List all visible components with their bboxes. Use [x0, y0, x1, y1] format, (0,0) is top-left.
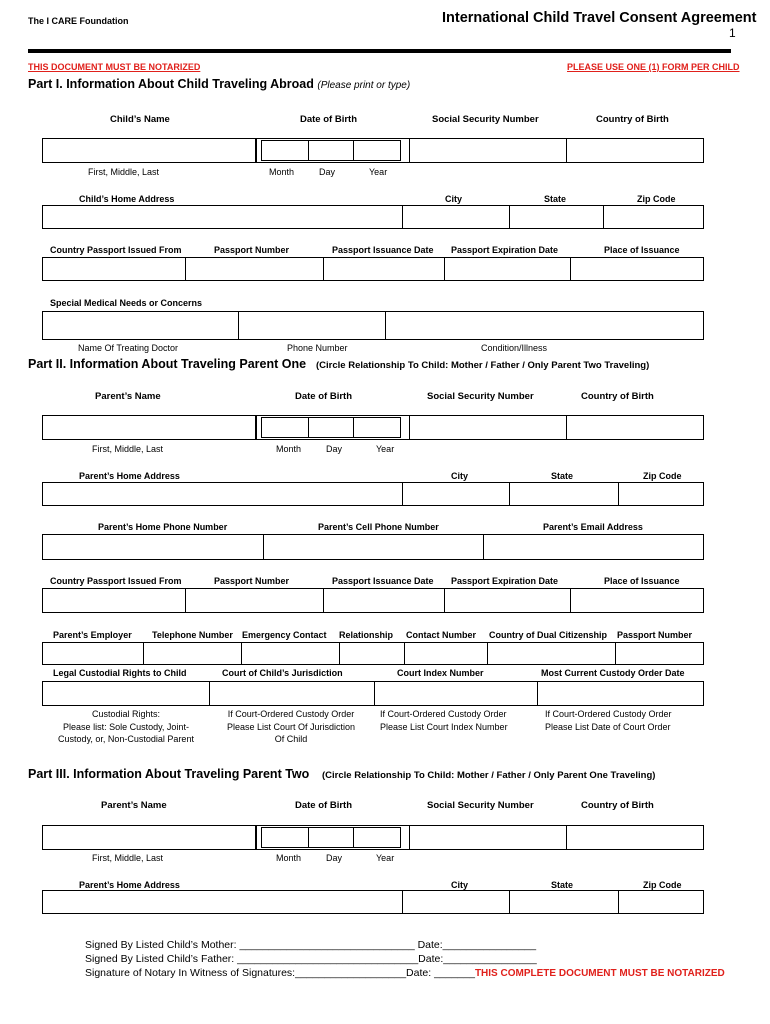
notary-signature-text[interactable]: Signature of Notary In Witness of Signatures:___________________Date: _______ [85, 967, 475, 979]
child-passport-number-label: Passport Number [214, 245, 290, 255]
parent1-dob-label: Date of Birth [295, 391, 352, 402]
parent1-place-issue-field[interactable] [570, 588, 704, 613]
part3-note: (Circle Relationship To Child: Mother / Father / Only Parent One Traveling) [322, 770, 656, 781]
phone-sub: Phone Number [287, 343, 348, 353]
child-passport-exp-field[interactable] [444, 257, 571, 281]
parent1-email-field[interactable] [483, 534, 704, 560]
court-jurisdiction-field[interactable] [209, 681, 375, 706]
court-note-line1: If Court-Ordered Custody Order [227, 709, 355, 719]
custodial-field[interactable] [42, 681, 210, 706]
doctor-sub: Name Of Treating Doctor [78, 343, 179, 353]
part1-note: (Please print or type) [317, 80, 411, 91]
custody-date-label: Most Current Custody Order Date [541, 668, 685, 678]
parent1-cob-field[interactable] [566, 415, 704, 440]
parent1-year-sub: Year [376, 444, 395, 454]
child-cob-field[interactable] [566, 138, 704, 163]
child-place-issue-field[interactable] [570, 257, 704, 281]
parent2-dob-year-field[interactable] [353, 827, 401, 848]
part2-title: Part II. Information About Traveling Parent One [28, 357, 307, 371]
parent2-name-field[interactable] [42, 825, 256, 850]
court-note [209, 708, 373, 746]
custodial-label: Legal Custodial Rights to Child [53, 668, 187, 678]
court-note-line3: Of Child [274, 734, 308, 744]
parent1-state-field[interactable] [509, 482, 619, 506]
one-form-notice: PLEASE USE ONE (1) FORM PER CHILD [567, 62, 740, 72]
parent1-passport-exp-label: Passport Expiration Date [451, 576, 559, 586]
parent1-employer-field[interactable] [42, 642, 144, 665]
part1-title [28, 77, 410, 91]
child-month-sub: Month [269, 167, 295, 177]
parent1-passport-exp-field[interactable] [444, 588, 571, 613]
parent1-address-label: Parent’s Home Address [79, 471, 180, 481]
header-rule [28, 49, 731, 53]
parent1-telephone-field[interactable] [143, 642, 242, 665]
parent1-cob-label: Country of Birth [581, 391, 654, 402]
child-state-field[interactable] [509, 205, 604, 229]
parent1-ssn-field[interactable] [409, 415, 567, 440]
parent2-ssn-field[interactable] [409, 825, 567, 850]
org-name: The I CARE Foundation [28, 16, 129, 26]
child-state-label: State [544, 194, 567, 204]
parent1-passport-number-field[interactable] [185, 588, 324, 613]
parent2-address-label: Parent’s Home Address [79, 880, 180, 890]
index-note [380, 708, 508, 733]
notary-signature-line [85, 967, 725, 979]
parent1-name-field[interactable] [42, 415, 256, 440]
court-jurisdiction-label: Court of Child’s Jurisdiction [222, 668, 343, 678]
custodial-note-line1: Custodial Rights: [91, 709, 161, 719]
parent2-ssn-label: Social Security Number [427, 800, 534, 811]
page-number: 1 [729, 26, 736, 40]
father-signature-line[interactable]: Signed By Listed Child’s Father: _______________________________Date:________________ [85, 953, 537, 965]
notarize-warning-bottom: THIS COMPLETE DOCUMENT MUST BE NOTARIZED [474, 968, 725, 979]
child-year-sub: Year [369, 167, 388, 177]
parent2-day-sub: Day [326, 853, 343, 863]
child-passport-country-field[interactable] [42, 257, 186, 281]
parent1-relationship-label: Relationship [339, 630, 394, 640]
child-passport-exp-label: Passport Expiration Date [451, 245, 559, 255]
parent1-passport-number-label: Passport Number [214, 576, 290, 586]
court-note-line2: Please List Court Of Jurisdiction [226, 721, 356, 732]
parent1-emergency-label: Emergency Contact [242, 630, 327, 640]
parent1-dob-day-field[interactable] [308, 417, 354, 438]
parent2-dob-label: Date of Birth [295, 800, 352, 811]
parent1-city-field[interactable] [402, 482, 510, 506]
parent2-state-label: State [551, 880, 574, 890]
notarize-warning-top: THIS DOCUMENT MUST BE NOTARIZED [28, 62, 201, 72]
child-address-label: Child’s Home Address [79, 194, 175, 204]
part3-title: Part III. Information About Traveling Parent Two [28, 767, 310, 781]
child-passport-issue-label: Passport Issuance Date [332, 245, 434, 255]
custodial-note-line2: Please list: Sole Custody, Joint- [63, 721, 189, 732]
child-city-label: City [445, 194, 463, 204]
doctor-phone-field[interactable] [238, 311, 386, 340]
parent1-dual-citizenship-field[interactable] [487, 642, 616, 665]
childs-name-label: Child’s Name [110, 114, 170, 125]
parent1-email-label: Parent’s Email Address [543, 522, 643, 532]
parent2-address-field[interactable] [42, 890, 403, 914]
parent1-ssn-label: Social Security Number [427, 391, 534, 402]
child-ssn-field[interactable] [409, 138, 567, 163]
parent1-cell-phone-field[interactable] [263, 534, 484, 560]
condition-sub: Condition/Illness [481, 343, 548, 353]
court-index-field[interactable] [374, 681, 538, 706]
parent1-place-issue-label: Place of Issuance [604, 576, 680, 586]
child-name-sub: First, Middle, Last [88, 167, 160, 177]
parent1-month-sub: Month [276, 444, 302, 454]
parent1-name-sub: First, Middle, Last [92, 444, 164, 454]
parent1-day-sub: Day [326, 444, 343, 454]
parent2-cob-label: Country of Birth [581, 800, 654, 811]
parent2-year-sub: Year [376, 853, 395, 863]
parent2-city-field[interactable] [402, 890, 510, 914]
child-ssn-label: Social Security Number [432, 114, 539, 125]
parent2-dob-month-field[interactable] [261, 827, 309, 848]
parent1-state-label: State [551, 471, 574, 481]
parent1-passport-country-field[interactable] [42, 588, 186, 613]
medical-label: Special Medical Needs or Concerns [50, 298, 203, 308]
mother-signature-line[interactable]: Signed By Listed Child’s Mother: ______________________________ Date:________________ [85, 939, 537, 951]
parent2-dob-day-field[interactable] [308, 827, 354, 848]
parent1-relationship-field[interactable] [339, 642, 405, 665]
child-address-field[interactable] [42, 205, 403, 229]
parent2-city-label: City [451, 880, 469, 890]
parent1-zip-label: Zip Code [643, 471, 682, 481]
parent1-cell-phone-label: Parent’s Cell Phone Number [318, 522, 439, 532]
parent2-month-sub: Month [276, 853, 302, 863]
custodial-note-line3: Custody, or, Non-Custodial Parent [58, 734, 194, 744]
parent1-contact-number-label: Contact Number [406, 630, 477, 640]
child-passport-country-label: Country Passport Issued From [50, 245, 182, 255]
parent1-emergency-field[interactable] [241, 642, 340, 665]
index-note-line1: If Court-Ordered Custody Order [380, 709, 507, 719]
document-title: International Child Travel Consent Agreement [442, 10, 757, 26]
parent1-passport-country-label: Country Passport Issued From [50, 576, 182, 586]
child-zip-label: Zip Code [637, 194, 676, 204]
child-dob-day-field[interactable] [308, 140, 354, 161]
parent1-home-phone-label: Parent’s Home Phone Number [98, 522, 228, 532]
child-day-sub: Day [319, 167, 336, 177]
parent2-cob-field[interactable] [566, 825, 704, 850]
index-note-line2: Please List Court Index Number [380, 721, 508, 732]
parent1-dual-citizenship-label: Country of Dual Citizenship [489, 630, 607, 640]
parent1-telephone-label: Telephone Number [152, 630, 233, 640]
child-dob-label: Date of Birth [300, 114, 357, 125]
parent1-city-label: City [451, 471, 469, 481]
child-dob-month-field[interactable] [261, 140, 309, 161]
parent2-zip-label: Zip Code [643, 880, 682, 890]
child-city-field[interactable] [402, 205, 510, 229]
condition-field[interactable] [385, 311, 704, 340]
child-name-field[interactable] [42, 138, 256, 163]
parent1-passport-number2-field[interactable] [615, 642, 704, 665]
part2-note: (Circle Relationship To Child: Mother / Father / Only Parent Two Traveling) [316, 360, 650, 371]
parent1-passport-issue-field[interactable] [323, 588, 445, 613]
parent2-zip-field[interactable] [618, 890, 704, 914]
child-passport-number-field[interactable] [185, 257, 324, 281]
parent1-passport-number2-label: Passport Number [617, 630, 693, 640]
date-note [545, 708, 672, 733]
parent2-state-field[interactable] [509, 890, 619, 914]
parent1-contact-number-field[interactable] [404, 642, 488, 665]
custody-date-field[interactable] [537, 681, 704, 706]
parent2-name-label: Parent’s Name [101, 800, 167, 811]
child-passport-issue-field[interactable] [323, 257, 445, 281]
part1-title-text: Part I. Information About Child Traveling Abroad [28, 77, 314, 91]
parent1-address-field[interactable] [42, 482, 403, 506]
parent1-name-label: Parent’s Name [95, 391, 161, 402]
child-place-issue-label: Place of Issuance [604, 245, 680, 255]
child-dob-year-field[interactable] [353, 140, 401, 161]
parent2-name-sub: First, Middle, Last [92, 853, 164, 863]
court-index-label: Court Index Number [397, 668, 484, 678]
child-zip-field[interactable] [603, 205, 704, 229]
parent1-passport-issue-label: Passport Issuance Date [332, 576, 434, 586]
date-note-line1: If Court-Ordered Custody Order [545, 709, 672, 719]
date-note-line2: Please List Date of Court Order [545, 721, 671, 732]
parent1-employer-label: Parent’s Employer [53, 630, 132, 640]
parent1-dob-month-field[interactable] [261, 417, 309, 438]
custodial-note [42, 708, 210, 746]
parent1-zip-field[interactable] [618, 482, 704, 506]
parent1-dob-year-field[interactable] [353, 417, 401, 438]
child-cob-label: Country of Birth [596, 114, 669, 125]
parent1-home-phone-field[interactable] [42, 534, 264, 560]
doctor-name-field[interactable] [42, 311, 239, 340]
